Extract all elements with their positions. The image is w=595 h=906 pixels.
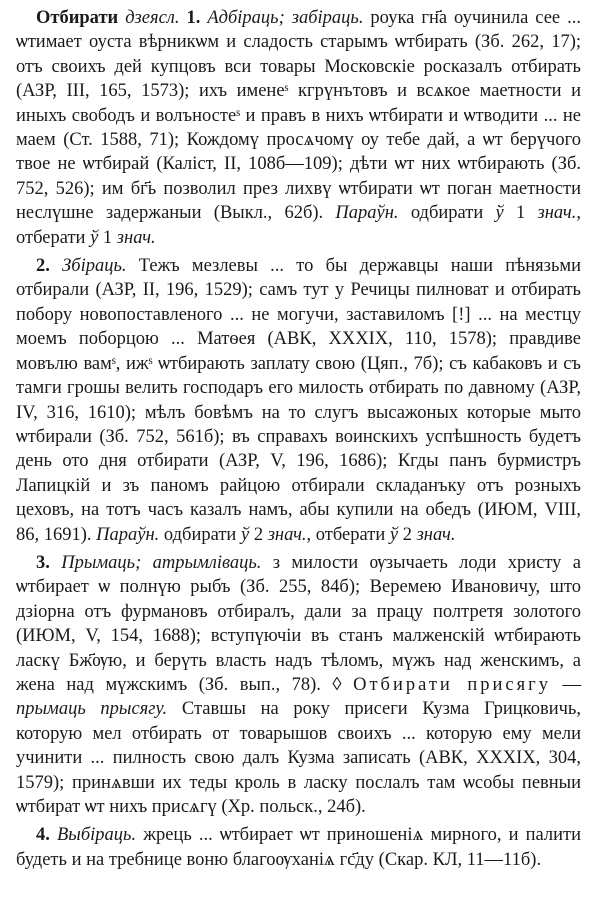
spaced-phrase: Отбирати присягу: [353, 674, 551, 695]
italic-text: ў: [389, 524, 399, 545]
entry-paragraph-sense-4: [16, 823, 581, 872]
bold-text: 1.: [186, 8, 201, 28]
italic-text: ў: [240, 524, 250, 545]
body-text: з милости ѹзычаеть лоди христу а ѡтбирает ѡ полнүю рыбъ (Зб. 255, 84б); Веремею Ивановичу, што дзіорна отъ фурмановъ отбиралъ, дали за працу полтретя золотого (ИЮМ, V, 154, 1688); вступүючіи въ станъ малженскій ѡтбирають ласкү Бж҃ѹю, и берүть власть надъ тѣломъ, мүжъ над женскимъ, а жена над мүжскимъ (Зб. вып., 78). ◊: [16, 552, 581, 695]
body-text: Ставшы на року присеги Кузма Грицковичь, которую мел отбирать от товарышов своихъ ... которую ему мели учинити ... пилность свою далъ Кузма записать (АВК, XXXIX, 304, 1579); принѧвши их теды кроль в ласку послалъ там ѡсобы певныи ѡтбират ѡт нихъ присѧгү (Хр. польск., 24б).: [16, 699, 581, 817]
entry-paragraph-sense-2: [16, 254, 581, 547]
italic-text: прымаць прысягу.: [16, 699, 168, 720]
body-text: жрець ... ѡтбирает ѡт приношеніѧ мирного, и палити будеть и на требнице воню благоѹханіѧ гс҃ду (Скар. КЛ, 11—11б).: [16, 825, 582, 870]
body-text: одбирати: [159, 524, 241, 545]
body-text: одбирати: [398, 203, 496, 224]
bold-text: 3.: [36, 552, 50, 573]
bold-text: 2.: [36, 256, 50, 277]
body-text: 1: [503, 203, 538, 224]
body-text: роука гн҃а оучинила сее ... ѡтимает оуста вѣрникѡм и сладость старымъ ѡтбирать (Зб. 262, 17); отъ своихъ дей купцовъ вси товары Московскіе росказалъ отбирать (АЗР, III, 165, 1573); ихъ именеˢ кгрүнътовъ и всѧкое маетности и иныхъ свободъ и волъностеˢ и правъ в нихъ ѡтбирати и ѡтводити ... не маем (Ст. 1588, 71); Кождомү просѧчомү оу тебе дай, а ѡт берүчого твое не ѡтбирай (Каліст, ІІ, 108б—109); дѣти ѡт них ѡтбирають (Зб. 752, 526); им бг҃ь позволил през лихвү ѡтбирати ѡт поган маетности неслүшне задержаныи (Выкл., 62б).: [16, 8, 581, 224]
body-text: , отберати: [16, 203, 581, 248]
bold-text: Отбирати: [36, 8, 119, 28]
italic-text: ў: [495, 203, 504, 224]
italic-text: Выбіраць.: [57, 825, 137, 846]
body-text: [50, 553, 61, 573]
italic-text: знач.: [416, 524, 456, 545]
body-text: [50, 256, 62, 276]
italic-text: знач.: [267, 524, 307, 545]
entry-paragraph-sense-1: [16, 6, 581, 250]
italic-text: Збіраць.: [62, 256, 127, 277]
body-text: [50, 825, 57, 845]
italic-text: Прымаць; атрымліваць.: [61, 552, 262, 573]
italic-text: дзеясл.: [125, 8, 180, 28]
body-text: 1: [98, 227, 117, 248]
body-text: 2: [398, 524, 417, 545]
entry-paragraph-sense-3: [16, 551, 581, 819]
body-text: Тежъ мезлевы ... то бы державцы наши пѣнязьми отбирали (АЗР, II, 196, 1529); самъ тут у Речицы пилноват и отбирать побору новопоставленого ... не могучи, заставиломъ [!] ... на местцу моемъ поборцою ... Матѳея (АВК, XXXIX, 110, 1578); правдиве мовълю вамˢ, ижˢ ѡтбирають заплату свою (Цяп., 7б); съ кабаковъ и съ тамги грошы велить господаръ его милость отбирать по давному (АЗР, IV, 316, 1610); мѣлъ бовѣмъ на то слугъ высажоных которые мыто ѡтбирали (Зб. 752, 561б); въ справахъ воинскихъ успѣшность будетъ день ото дня отбирати (АЗР, V, 196, 1686); Кгды панъ бурмистръ Лапицкій и зъ паномъ райцою отбирали складанъку отъ розныхъ цеховъ, на тотъ часъ казалъ намъ, абы купили на обедъ (ИЮМ, VIII, 86, 1691).: [16, 256, 581, 545]
body-text: , отберати: [306, 524, 390, 545]
body-text: —: [550, 674, 581, 695]
italic-text: Адбіраць; забіраць.: [207, 8, 364, 28]
body-text: 2: [249, 524, 268, 545]
italic-text: Параўн.: [96, 524, 160, 545]
italic-text: знач.: [116, 227, 156, 248]
italic-text: ў: [90, 227, 99, 248]
italic-text: знач.: [537, 203, 577, 224]
italic-text: Параўн.: [335, 203, 399, 224]
bold-text: 4.: [36, 825, 50, 846]
